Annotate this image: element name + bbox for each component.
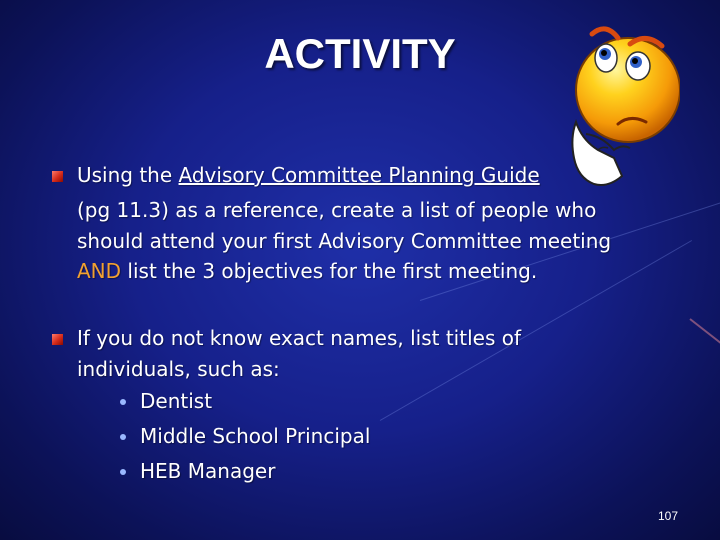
background-streak — [689, 318, 720, 344]
sub-bullet-dot — [120, 434, 126, 440]
bullet-1-line-1 — [77, 160, 540, 192]
bullet-marker — [52, 171, 63, 182]
sub-item-manager: HEB Manager — [140, 454, 275, 488]
bullet-1-line-4-rest: list the 3 objectives for the first meeting. — [121, 259, 538, 283]
thinking-face-icon — [568, 18, 680, 194]
highlight-and: AND — [77, 259, 122, 283]
sub-item-dentist: Dentist — [140, 384, 212, 418]
bullet-1-line-3: should attend your first Advisory Committee meeting — [77, 229, 612, 253]
page-number: 107 — [658, 509, 679, 523]
bullet-1-line-2: (pg 11.3) as a reference, create a list of people who — [77, 198, 597, 222]
bullet-2-line-2: individuals, such as: — [77, 357, 280, 381]
sub-item-principal: Middle School Principal — [140, 419, 370, 453]
slide-title: ACTIVITY — [264, 30, 456, 77]
sub-bullet-dot — [120, 399, 126, 405]
bullet-2-line-1: If you do not know exact names, list titles of — [77, 326, 521, 350]
bullet-1-lead: Using the — [77, 163, 179, 187]
bullet-1-line-4 — [77, 256, 537, 288]
sub-bullet-dot — [120, 469, 126, 475]
planning-guide-link[interactable]: Advisory Committee Planning Guide — [178, 163, 540, 187]
bullet-marker — [52, 334, 63, 345]
